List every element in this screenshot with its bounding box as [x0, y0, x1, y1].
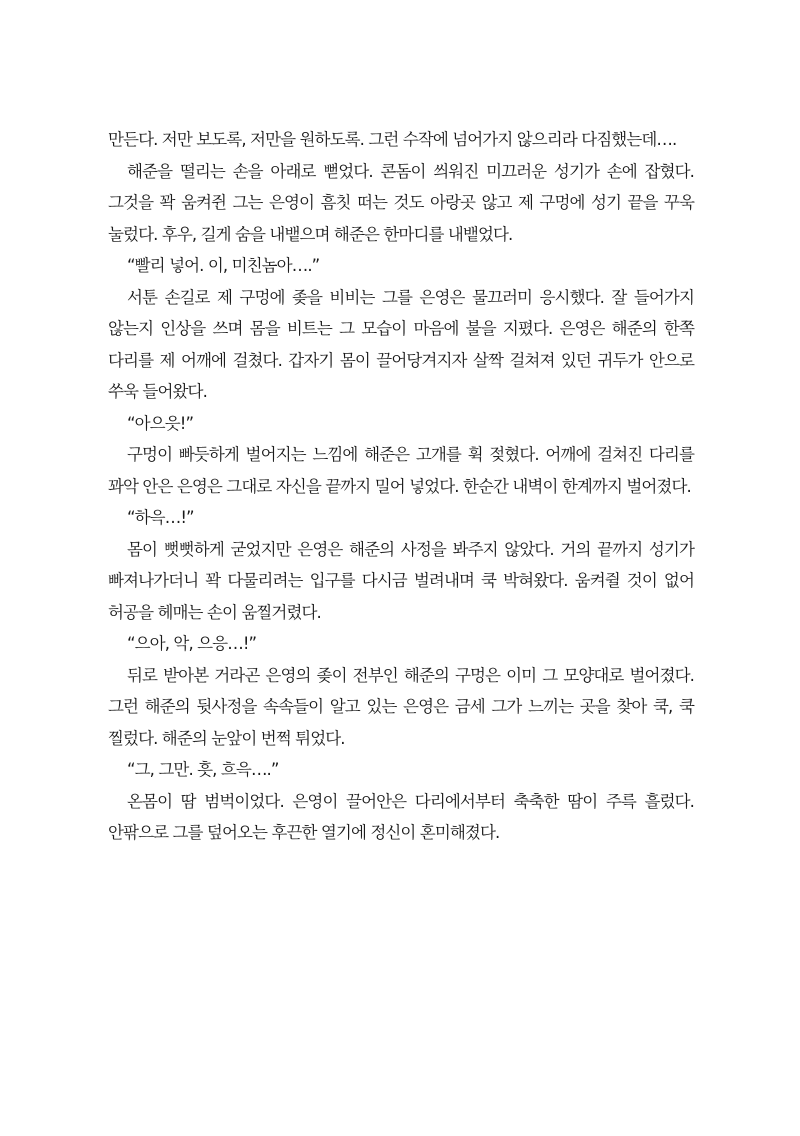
paragraph: 온몸이 땀 범벅이었다. 은영이 끌어안은 다리에서부터 축축한 땀이 주륵 흘렀다. 안팎으로 그를 덮어오는 후끈한 열기에 정신이 혼미해졌다.	[108, 791, 694, 842]
dialogue-line: “아으읏!”	[127, 413, 194, 433]
body-text	[108, 124, 694, 849]
paragraph: 서툰 손길로 제 구멍에 좆을 비비는 그를 은영은 물끄러미 응시했다. 잘 들어가지 않는지 인상을 쓰며 몸을 비트는 그 모습이 마음에 불을 지폈다. 은영은 해준의 한쪽 다리를 제 어깨에 걸쳤다. 갑자기 몸이 끌어당겨지자 살짝 걸쳐져 있던 귀두가 안으로 쑤욱 들어왔다.	[108, 287, 694, 401]
dialogue-line: “그, 그만. 흣, 흐윽….”	[127, 760, 279, 779]
paragraph: 만든다. 저만 보도록, 저만을 원하도록. 그런 수작에 넘어가지 않으리라 다짐했는데….	[108, 130, 677, 149]
paragraph: 해준을 떨리는 손을 아래로 뻗었다. 콘돔이 씌워진 미끄러운 성기가 손에 잡혔다. 그것을 꽉 움켜쥔 그는 은영이 흠칫 떠는 것도 아랑곳 않고 제 구멍에 성기 끝을 꾸욱 눌렀다. 후우, 길게 숨을 내뱉으며 해준은 한마디를 내뱉었다.	[108, 161, 694, 244]
paragraph: 뒤로 받아본 거라곤 은영의 좆이 전부인 해준의 구멍은 이미 그 모양대로 벌어졌다. 그런 해준의 뒷사정을 속속들이 알고 있는 은영은 금세 그가 느끼는 곳을 찾아 쿡, 쿡 찔렀다. 해준의 눈앞이 번쩍 튀었다.	[108, 665, 694, 748]
paragraph: 구멍이 빠듯하게 벌어지는 느낌에 해준은 고개를 휙 젖혔다. 어깨에 걸쳐진 다리를 꽈악 안은 은영은 그대로 자신을 끝까지 밀어 넣었다. 한순간 내벽이 한계까지 벌어졌다.	[108, 445, 694, 496]
dialogue-line: “으아, 악, 으응…!”	[127, 634, 257, 653]
dialogue-line: “빨리 넣어. 이, 미친놈아….”	[127, 256, 320, 275]
dialogue-line: “하윽…!”	[127, 508, 194, 527]
paragraph: 몸이 뻣뻣하게 굳었지만 은영은 해준의 사정을 봐주지 않았다. 거의 끝까지 성기가 빠져나가더니 꽉 다물리려는 입구를 다시금 벌려내며 쿡 박혀왔다. 움켜쥘 것이 없어 허공을 헤매는 손이 움찔거렸다.	[108, 539, 694, 622]
